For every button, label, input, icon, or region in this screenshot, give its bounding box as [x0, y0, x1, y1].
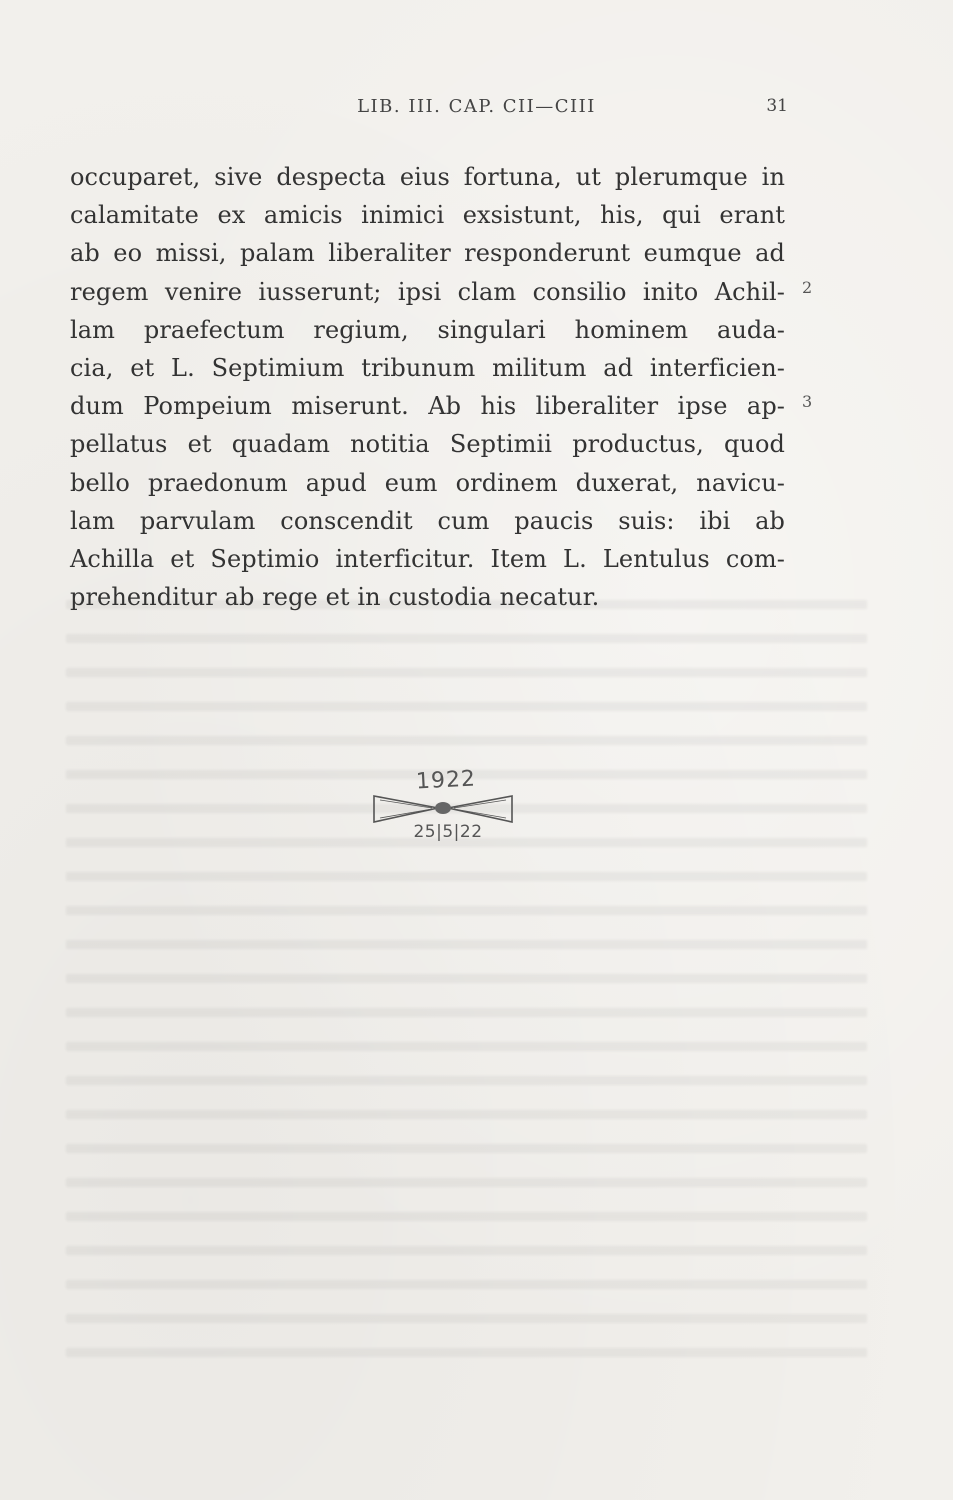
text-line: regem venire iusserunt; ipsi clam consilio inito Achil- [70, 277, 785, 306]
text-line: bello praedonum apud eum ordinem duxerat, navicu- [70, 468, 785, 497]
running-title: LIB. III. CAP. CII—CIII [357, 96, 596, 117]
text-line: cia, et L. Septimium tribunum militum ad interficien- [70, 353, 785, 382]
page-number: 31 [766, 96, 788, 116]
bleed-through-text [66, 600, 867, 1380]
text-line: lam praefectum regium, singulari hominem auda- [70, 315, 785, 344]
stamp-date: 25|5|22 [413, 822, 483, 842]
stamp-year: 1922 [415, 766, 477, 795]
text-line: calamitate ex amicis inimici exsistunt, his, qui erant [70, 201, 785, 230]
margin-section-number: 3 [802, 392, 813, 411]
text-line: Achilla et Septimio interficitur. Item L. Lentulus com- [70, 544, 785, 573]
text-line: dum Pompeium miserunt. Ab his liberaliter ipse ap- [70, 392, 785, 421]
text-line: lam parvulam conscendit cum paucis suis: ibi ab [70, 506, 785, 535]
margin-section-number: 2 [802, 278, 813, 297]
bow-icon [368, 792, 518, 826]
text-line: pellatus et quadam notitia Septimii productus, quod [70, 430, 785, 459]
text-line: occuparet, sive despecta eius fortuna, ut plerumque in [70, 163, 785, 191]
text-line: ab eo missi, palam liberaliter responderunt eumque ad [70, 239, 785, 268]
date-stamp [368, 768, 518, 848]
text-line: prehenditur ab rege et in custodia necatur. [70, 583, 600, 612]
running-head [0, 96, 953, 126]
body-text [70, 158, 785, 616]
